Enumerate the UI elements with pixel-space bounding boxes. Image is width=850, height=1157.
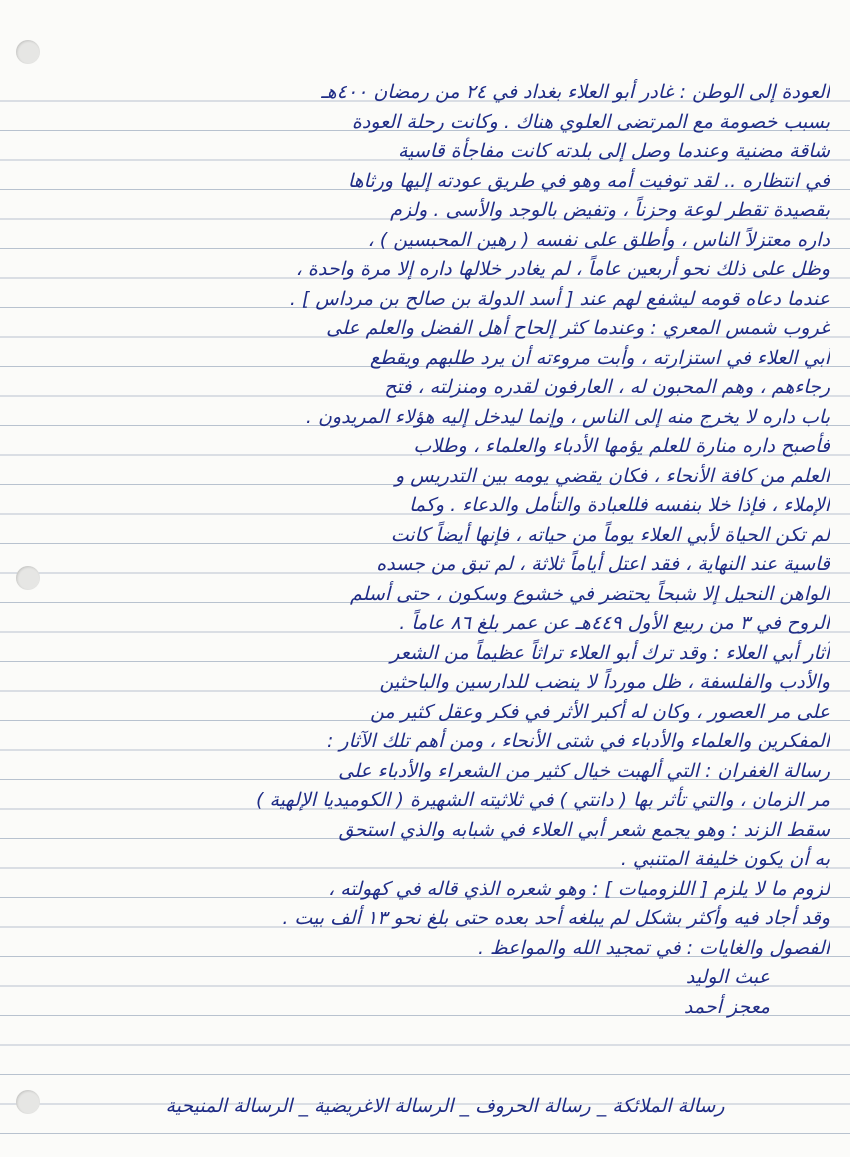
text-line: فأصبح داره منارة للعلم يؤمها الأدباء والعلماء ، وطلاب [413, 435, 830, 457]
text-line: داره معتزلاً الناس ، وأطلق على نفسه ( رهين المحبسين ) ، [367, 228, 830, 251]
text-line: باب داره لا يخرج منه إلى الناس ، وإنما ليدخل إليه هؤلاء المريدون . [305, 405, 830, 428]
text-line: بقصيدة تقطر لوعة وحزناً ، وتفيض بالوجد والأسى . ولزم [390, 199, 830, 221]
text-line: لم تكن الحياة لأبي العلاء يوماً من حياته ، فإنها أيضاً كانت [390, 523, 830, 546]
text-line: عندما دعاه قومه ليشفع لهم عند [ أسد الدولة بن صالح بن مرداس ] . [289, 287, 830, 310]
text-line: وقد أجاد فيه وأكثر بشكل لم يبلغه أحد بعده حتى بلغ نحو ١٣ ألف بيت . [282, 907, 830, 929]
text-line: وظل على ذلك نحو أربعين عاماً ، لم يغادر خلالها داره إلا مرة واحدة ، [295, 258, 830, 280]
text-line: أبي العلاء في استزارته ، وأبت مروءته أن يرد طلبهم ويقطع [369, 346, 830, 369]
text-line: الواهن النحيل إلا شبحاً يحتضر في خشوع وسكون ، حتى أسلم [349, 582, 830, 605]
text-line: رجاءهم ، وهم المحبون له ، العارفون لقدره ومنزلته ، فتح [384, 376, 830, 398]
text-line: والأدب والفلسفة ، ظل مورداً لا ينضب للدارسين والباحثين [379, 671, 830, 693]
text-line: في انتظاره .. لقد توفيت أمه وهو في طريق عودته إليها ورثاها [347, 169, 830, 192]
binder-hole [16, 1090, 40, 1114]
handwritten-text [60, 78, 830, 1022]
text-line: بسبب خصومة مع المرتضى العلوي هناك . وكانت رحلة العودة [351, 110, 830, 133]
text-line: مر الزمان ، والتي تأثر بها ( دانتي ) في ثلاثيته الشهيرة ( الكوميديا الإلهية ) [256, 789, 830, 811]
text-line: به أن يكون خليفة المتنبي . [620, 848, 830, 870]
text-line: العلم من كافة الأنحاء ، فكان يقضي يومه بين التدريس و [395, 464, 830, 487]
text-line: غروب شمس المعري : وعندما كثر إلحاح أهل الفضل والعلم على [326, 317, 830, 339]
binder-hole [16, 40, 40, 64]
text-line: معجز أحمد [683, 995, 770, 1018]
text-line: سقط الزند : وهو يجمع شعر أبي العلاء في شبابه والذي استحق [338, 818, 830, 841]
text-line: الفصول والغايات : في تمجيد الله والمواعظ . [477, 936, 830, 959]
text-line: على مر العصور ، وكان له أكبر الأثر في فكر وعقل كثير من [370, 700, 830, 723]
text-line: رسالة الغفران : التي ألهبت خيال كثير من الشعراء والأدباء على [338, 759, 830, 782]
text-line: عبث الوليد [685, 966, 770, 988]
text-line: المفكرين والعلماء والأدباء في شتى الأنحاء ، ومن أهم تلك الآثار : [326, 730, 830, 752]
bottom-text-line: رسالة الملائكة _ رسالة الحروف _ الرسالة الاغريضية _ الرسالة المنيحية [165, 1095, 725, 1117]
text-line: الإملاء ، فإذا خلا بنفسه فللعبادة والتأمل والدعاء . وكما [409, 494, 830, 516]
text-line: الروح في ٣ من ربيع الأول ٤٤٩هـ عن عمر بلغ ٨٦ عاماً . [399, 612, 830, 634]
text-line: قاسية عند النهاية ، فقد اعتل أياماً ثلاثة ، لم تبق من جسده [376, 553, 830, 575]
text-line: العودة إلى الوطن : غادر أبو العلاء بغداد في ٢٤ من رمضان ٤٠٠هـ [321, 81, 830, 103]
text-line: شاقة مضنية وعندما وصل إلى بلدته كانت مفاجأة قاسية [398, 140, 830, 162]
text-line: آثار أبي العلاء : وقد ترك أبو العلاء تراثاً عظيماً من الشعر [390, 641, 830, 664]
binder-hole [16, 566, 40, 590]
text-line: لزوم ما لا يلزم [ اللزوميات ] : وهو شعره الذي قاله في كهولته ، [328, 877, 830, 900]
